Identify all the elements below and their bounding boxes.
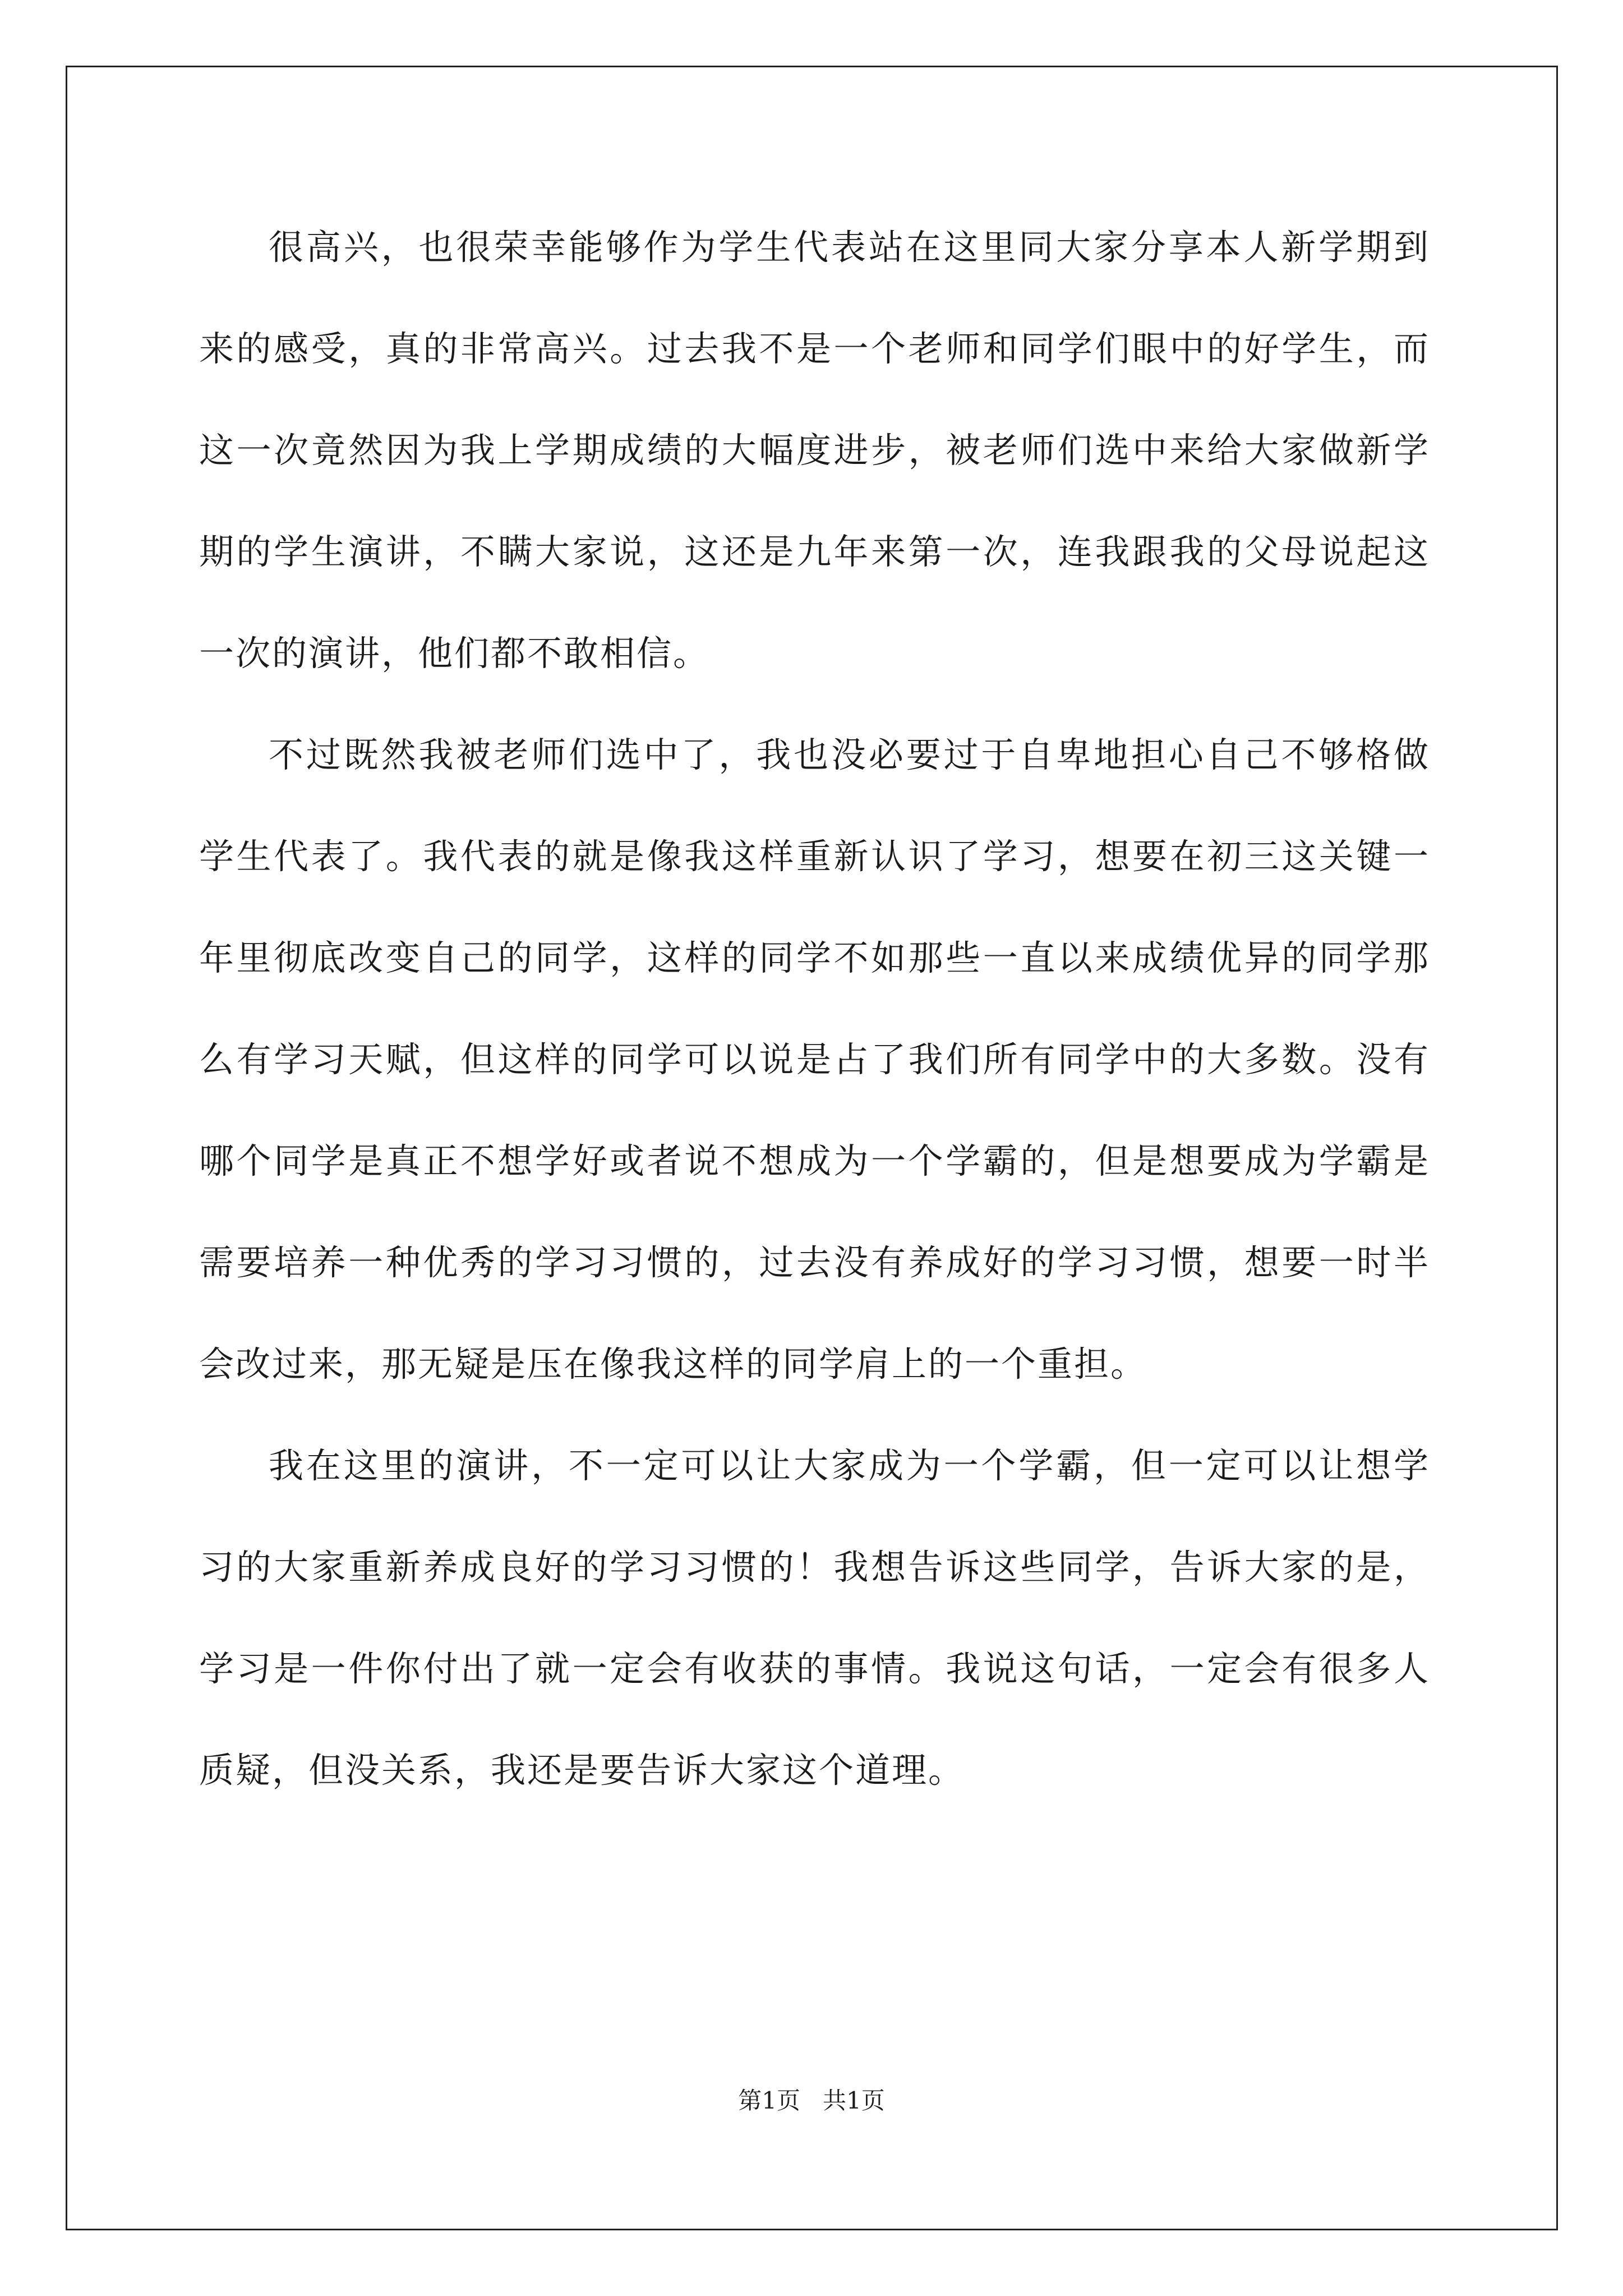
paragraph-2: 不过既然我被老师们选中了，我也没必要过于自卑地担心自己不够格做学生代表了。我代表的就是像我这样重新认识了学习，想要在初三这关键一年里彻底改变自己的同学，这样的同学不如那些一直以来成绩优异的同学那么有学习天赋，但这样的同学可以说是占了我们所有同学中的大多数。没有哪个同学是真正不想学好或者说不想成为一个学霸的，但是想要成为学霸是需要培养一种优秀的学习习惯的，过去没有养成好的学习习惯，想要一时半会改过来，那无疑是压在像我这样的同学肩上的一个重担。 [199, 734, 1430, 1384]
document-body [199, 196, 1430, 1821]
paragraph-3: 我在这里的演讲，不一定可以让大家成为一个学霸，但一定可以让想学习的大家重新养成良好的学习习惯的！我想告诉这些同学，告诉大家的是，学习是一件你付出了就一定会有收获的事情。我说这句话，一定会有很多人质疑，但没关系，我还是要告诉大家这个道理。 [199, 1445, 1430, 1791]
page-footer [0, 2084, 1623, 2118]
paragraph-1: 很高兴，也很荣幸能够作为学生代表站在这里同大家分享本人新学期到来的感受，真的非常高兴。过去我不是一个老师和同学们眼中的好学生，而这一次竟然因为我上学期成绩的大幅度进步，被老师们选中来给大家做新学期的学生演讲，不瞒大家说，这还是九年来第一次，连我跟我的父母说起这一次的演讲，他们都不敢相信。 [199, 227, 1430, 674]
page-number-current: 第1页 [738, 2087, 800, 2114]
page-number-total: 共1页 [823, 2087, 885, 2114]
